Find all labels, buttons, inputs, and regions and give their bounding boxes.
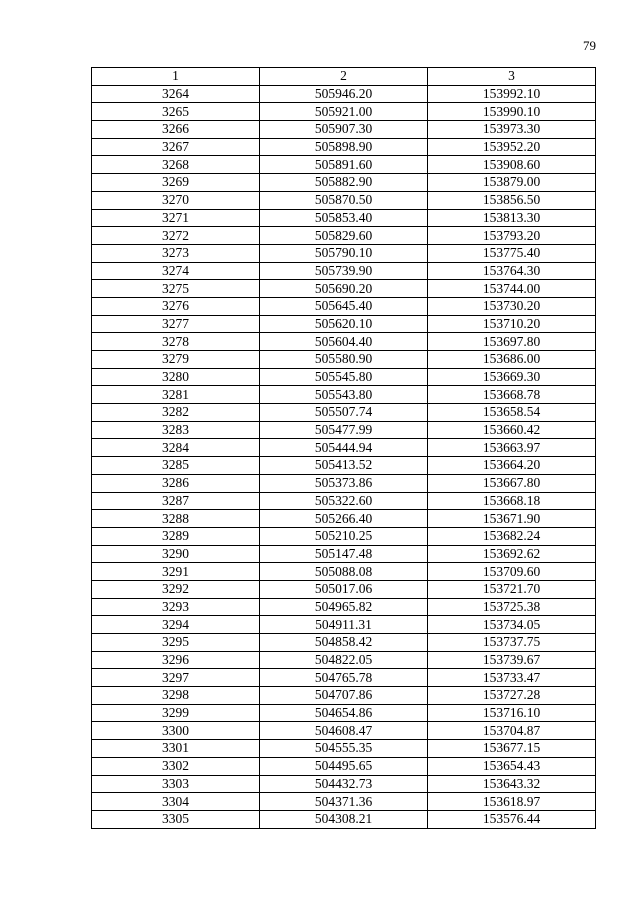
table-cell-col-2: 505373.86 — [260, 474, 428, 492]
table-row — [92, 421, 596, 439]
table-row — [92, 457, 596, 475]
table-cell-col-2: 505545.80 — [260, 368, 428, 386]
table-cell-col-3: 153668.78 — [428, 386, 596, 404]
table-cell-col-3: 153667.80 — [428, 474, 596, 492]
table-cell-col-2: 505891.60 — [260, 156, 428, 174]
table-cell-col-1: 3272 — [92, 227, 260, 245]
table-cell-col-2: 505543.80 — [260, 386, 428, 404]
table-row — [92, 563, 596, 581]
table-cell-col-2: 505210.25 — [260, 527, 428, 545]
table-cell-col-3: 153734.05 — [428, 616, 596, 634]
table-cell-col-3: 153668.18 — [428, 492, 596, 510]
table-cell-col-3: 153654.43 — [428, 757, 596, 775]
table-cell-col-3: 153737.75 — [428, 634, 596, 652]
table-cell-col-2: 505088.08 — [260, 563, 428, 581]
table-row — [92, 439, 596, 457]
table-row — [92, 651, 596, 669]
table-cell-col-3: 153710.20 — [428, 315, 596, 333]
table-cell-col-3: 153973.30 — [428, 121, 596, 139]
table-cell-col-1: 3287 — [92, 492, 260, 510]
table-row — [92, 634, 596, 652]
table-cell-col-2: 504965.82 — [260, 598, 428, 616]
table-row — [92, 368, 596, 386]
table-row — [92, 103, 596, 121]
table-row — [92, 527, 596, 545]
table-cell-col-1: 3290 — [92, 545, 260, 563]
table-cell-col-2: 505580.90 — [260, 351, 428, 369]
table-cell-col-3: 153663.97 — [428, 439, 596, 457]
table-cell-col-1: 3281 — [92, 386, 260, 404]
table-cell-col-1: 3297 — [92, 669, 260, 687]
table-cell-col-1: 3283 — [92, 421, 260, 439]
table-cell-col-1: 3288 — [92, 510, 260, 528]
table-cell-col-3: 153879.00 — [428, 174, 596, 192]
table-cell-col-1: 3305 — [92, 810, 260, 828]
table-cell-col-3: 153658.54 — [428, 404, 596, 422]
table-cell-col-2: 505829.60 — [260, 227, 428, 245]
table-cell-col-1: 3277 — [92, 315, 260, 333]
table-cell-col-1: 3276 — [92, 297, 260, 315]
table-row — [92, 757, 596, 775]
table-cell-col-3: 153813.30 — [428, 209, 596, 227]
table-row — [92, 138, 596, 156]
table-cell-col-2: 504495.65 — [260, 757, 428, 775]
table-cell-col-2: 504654.86 — [260, 704, 428, 722]
table-cell-col-2: 504308.21 — [260, 810, 428, 828]
table-cell-col-1: 3274 — [92, 262, 260, 280]
table-cell-col-2: 505790.10 — [260, 244, 428, 262]
table-row — [92, 775, 596, 793]
table-row — [92, 121, 596, 139]
table-cell-col-1: 3280 — [92, 368, 260, 386]
table-row — [92, 227, 596, 245]
table-cell-col-3: 153618.97 — [428, 793, 596, 811]
table-cell-col-2: 505266.40 — [260, 510, 428, 528]
table-cell-col-2: 504858.42 — [260, 634, 428, 652]
table-cell-col-1: 3266 — [92, 121, 260, 139]
table-cell-col-3: 153660.42 — [428, 421, 596, 439]
table-row — [92, 85, 596, 103]
table-cell-col-2: 504608.47 — [260, 722, 428, 740]
table-cell-col-2: 504765.78 — [260, 669, 428, 687]
table-cell-col-2: 505921.00 — [260, 103, 428, 121]
table-cell-col-3: 153716.10 — [428, 704, 596, 722]
table-cell-col-3: 153669.30 — [428, 368, 596, 386]
table-cell-col-2: 505870.50 — [260, 191, 428, 209]
table-row — [92, 492, 596, 510]
table-cell-col-3: 153704.87 — [428, 722, 596, 740]
table-row — [92, 598, 596, 616]
table-row — [92, 510, 596, 528]
table-body — [92, 85, 596, 828]
table-row — [92, 580, 596, 598]
table-cell-col-3: 153721.70 — [428, 580, 596, 598]
table-cell-col-2: 505898.90 — [260, 138, 428, 156]
table-cell-col-1: 3295 — [92, 634, 260, 652]
table-cell-col-1: 3264 — [92, 85, 260, 103]
table-cell-col-1: 3300 — [92, 722, 260, 740]
table-cell-col-2: 504371.36 — [260, 793, 428, 811]
table-cell-col-3: 153775.40 — [428, 244, 596, 262]
header-cell-1: 1 — [92, 68, 260, 86]
table-row — [92, 351, 596, 369]
table-cell-col-2: 505882.90 — [260, 174, 428, 192]
table-cell-col-3: 153725.38 — [428, 598, 596, 616]
table-cell-col-1: 3292 — [92, 580, 260, 598]
table-cell-col-2: 505946.20 — [260, 85, 428, 103]
table-cell-col-1: 3279 — [92, 351, 260, 369]
table-cell-col-1: 3273 — [92, 244, 260, 262]
table-row — [92, 262, 596, 280]
table-cell-col-2: 504822.05 — [260, 651, 428, 669]
table-row — [92, 740, 596, 758]
table-cell-col-2: 505853.40 — [260, 209, 428, 227]
table-cell-col-3: 153856.50 — [428, 191, 596, 209]
table-cell-col-1: 3298 — [92, 687, 260, 705]
table-cell-col-2: 505739.90 — [260, 262, 428, 280]
table-cell-col-3: 153908.60 — [428, 156, 596, 174]
table-cell-col-2: 505620.10 — [260, 315, 428, 333]
table-cell-col-2: 505604.40 — [260, 333, 428, 351]
table-cell-col-3: 153744.00 — [428, 280, 596, 298]
table-cell-col-3: 153733.47 — [428, 669, 596, 687]
table-cell-col-1: 3265 — [92, 103, 260, 121]
table-cell-col-3: 153643.32 — [428, 775, 596, 793]
table-cell-col-3: 153990.10 — [428, 103, 596, 121]
table-cell-col-1: 3296 — [92, 651, 260, 669]
table-cell-col-1: 3302 — [92, 757, 260, 775]
table-row — [92, 315, 596, 333]
table-cell-col-1: 3284 — [92, 439, 260, 457]
table-cell-col-3: 153677.15 — [428, 740, 596, 758]
table-row — [92, 722, 596, 740]
table-header — [92, 68, 596, 86]
table-row — [92, 810, 596, 828]
table-cell-col-2: 505690.20 — [260, 280, 428, 298]
table-row — [92, 474, 596, 492]
table-cell-col-2: 505017.06 — [260, 580, 428, 598]
table-cell-col-1: 3285 — [92, 457, 260, 475]
header-row — [92, 68, 596, 86]
table-row — [92, 174, 596, 192]
header-cell-2: 2 — [260, 68, 428, 86]
coordinates-table — [91, 67, 596, 829]
table-cell-col-1: 3267 — [92, 138, 260, 156]
table-cell-col-3: 153952.20 — [428, 138, 596, 156]
table-cell-col-1: 3293 — [92, 598, 260, 616]
table-cell-col-1: 3278 — [92, 333, 260, 351]
table-cell-col-3: 153764.30 — [428, 262, 596, 280]
table-cell-col-1: 3291 — [92, 563, 260, 581]
table-cell-col-3: 153686.00 — [428, 351, 596, 369]
table-row — [92, 156, 596, 174]
table-cell-col-2: 505444.94 — [260, 439, 428, 457]
table-cell-col-3: 153671.90 — [428, 510, 596, 528]
table-cell-col-2: 505413.52 — [260, 457, 428, 475]
table-row — [92, 404, 596, 422]
table-cell-col-2: 505645.40 — [260, 297, 428, 315]
table-cell-col-1: 3301 — [92, 740, 260, 758]
table-cell-col-3: 153739.67 — [428, 651, 596, 669]
table-row — [92, 280, 596, 298]
table-row — [92, 687, 596, 705]
table-row — [92, 669, 596, 687]
table-cell-col-1: 3286 — [92, 474, 260, 492]
table-row — [92, 386, 596, 404]
table-cell-col-1: 3282 — [92, 404, 260, 422]
table-row — [92, 704, 596, 722]
header-cell-3: 3 — [428, 68, 596, 86]
page-number: 79 — [583, 38, 596, 53]
table-cell-col-1: 3270 — [92, 191, 260, 209]
table-cell-col-1: 3268 — [92, 156, 260, 174]
table-cell-col-3: 153576.44 — [428, 810, 596, 828]
table-cell-col-1: 3271 — [92, 209, 260, 227]
table-cell-col-1: 3269 — [92, 174, 260, 192]
table-row — [92, 333, 596, 351]
table-row — [92, 209, 596, 227]
table-cell-col-2: 504555.35 — [260, 740, 428, 758]
table-row — [92, 616, 596, 634]
table-cell-col-3: 153992.10 — [428, 85, 596, 103]
table-cell-col-1: 3299 — [92, 704, 260, 722]
table-cell-col-3: 153682.24 — [428, 527, 596, 545]
table-cell-col-2: 504911.31 — [260, 616, 428, 634]
table-cell-col-2: 505507.74 — [260, 404, 428, 422]
table-cell-col-1: 3289 — [92, 527, 260, 545]
table-cell-col-1: 3294 — [92, 616, 260, 634]
table-cell-col-3: 153793.20 — [428, 227, 596, 245]
table-cell-col-2: 505147.48 — [260, 545, 428, 563]
table-cell-col-1: 3275 — [92, 280, 260, 298]
table-cell-col-2: 504707.86 — [260, 687, 428, 705]
table-row — [92, 244, 596, 262]
table-cell-col-1: 3303 — [92, 775, 260, 793]
table-row — [92, 793, 596, 811]
table-cell-col-1: 3304 — [92, 793, 260, 811]
table-cell-col-2: 504432.73 — [260, 775, 428, 793]
table-row — [92, 191, 596, 209]
table-cell-col-3: 153730.20 — [428, 297, 596, 315]
table-cell-col-2: 505477.99 — [260, 421, 428, 439]
table-cell-col-3: 153692.62 — [428, 545, 596, 563]
table-cell-col-3: 153664.20 — [428, 457, 596, 475]
table-row — [92, 297, 596, 315]
table-cell-col-3: 153727.28 — [428, 687, 596, 705]
table-cell-col-2: 505907.30 — [260, 121, 428, 139]
table-row — [92, 545, 596, 563]
table-cell-col-3: 153709.60 — [428, 563, 596, 581]
table-cell-col-3: 153697.80 — [428, 333, 596, 351]
table-cell-col-2: 505322.60 — [260, 492, 428, 510]
